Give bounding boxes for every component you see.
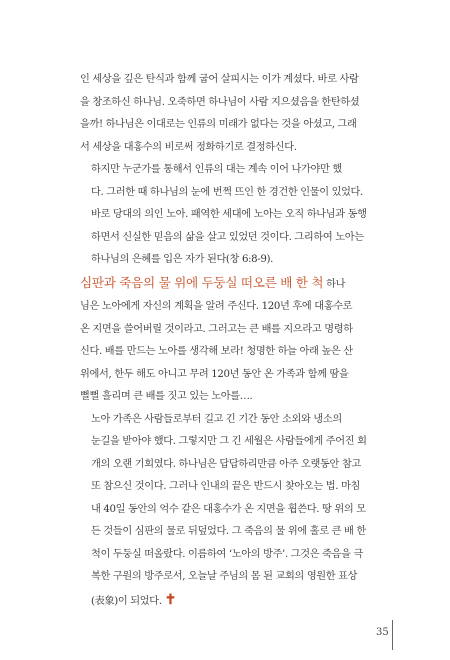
text-line — [80, 159, 386, 182]
text-line — [80, 589, 386, 614]
text-line-content: (表象)이 되었다. — [91, 595, 162, 607]
text-line — [80, 476, 386, 499]
text-line-content: 또 참으신 것이다. 그러나 인내의 끝은 반드시 찾아오는 법. 마침 — [91, 481, 361, 492]
text-line-content: 개의 오랜 기회였다. 하나님은 답답하리만큼 아주 오랫동안 참고 — [91, 458, 361, 470]
page-number-rule — [392, 620, 393, 650]
text-line — [80, 341, 386, 364]
text-line-content: 노아 가족은 사람들로부터 길고 긴 기간 동안 소외와 냉소의 — [91, 413, 342, 425]
text-line — [80, 431, 386, 454]
paragraph — [80, 69, 386, 159]
text-line-content: 을 창조하신 하나님. 오죽하면 하나님이 사람 지으셨음을 한탄하셨 — [80, 96, 360, 108]
section-heading: 심판과 죽음의 물 위에 두둥실 떠오른 배 한 척 — [80, 274, 324, 290]
text-line-content: 내 40일 동안의 억수 같은 대홍수가 온 지면을 휩쓴다. 땅 위의 모 — [91, 503, 366, 515]
paragraph — [80, 272, 386, 409]
text-line-content: 복한 구원의 방주로서, 오늘날 주님의 몸 된 교회의 영원한 표상 — [91, 571, 358, 582]
text-line-content: 눈길을 받아야 했다. 그렇지만 그 긴 세월은 사람들에게 주어진 회 — [91, 436, 367, 447]
text-line-content: 님은 노아에게 자신의 계획을 알려 주신다. 120년 후에 대홍수로 — [80, 301, 353, 312]
text-line — [80, 114, 386, 137]
text-line — [80, 319, 386, 342]
body-text — [80, 69, 386, 613]
text-line-content: 다. 그러한 때 하나님의 눈에 번쩍 뜨인 한 경건한 인물이 있었다. — [91, 186, 363, 198]
heading-tail-text: 하나 — [323, 278, 346, 290]
text-line-content: 하나님의 은혜를 입은 자가 된다(창 6:8-9). — [91, 254, 274, 265]
text-line — [80, 296, 386, 319]
text-line-content: 신다. 배를 만드는 노아를 생각해 보라! 청명한 하늘 아래 높은 산 — [80, 346, 353, 357]
text-line-content: 척이 두둥실 떠올랐다. 이름하여 ‘노아의 방주’. 그것은 죽음을 극 — [91, 548, 363, 560]
text-line-content: 든 것들이 심판의 물로 뒤덮었다. 그 죽음의 물 위에 홀로 큰 배 한 — [91, 526, 366, 537]
text-line — [80, 227, 386, 250]
text-line-content: 하지만 누군가를 통해서 인류의 대는 계속 이어 나가야만 했 — [91, 164, 342, 175]
text-line — [80, 182, 386, 205]
text-line-content: 을까! 하나님은 이대로는 인류의 미래가 없다는 것을 아셨고, 그래 — [80, 119, 357, 130]
text-line — [80, 364, 386, 387]
text-line-content: 온 지면을 쓸어버릴 것이라고. 그러고는 큰 배를 지으라고 명령하 — [80, 323, 353, 335]
page-number: 35 — [376, 627, 389, 638]
text-line — [80, 499, 386, 522]
paragraph — [80, 409, 386, 614]
text-line — [80, 272, 386, 297]
text-line-content: 서 세상을 대홍수의 비로써 정화하기로 결정하신다. — [80, 141, 297, 153]
paragraph — [80, 159, 386, 272]
text-line-content: 바로 당대의 의인 노아. 패역한 세대에 노아는 오직 하나님과 동행 — [91, 209, 367, 220]
text-line — [80, 249, 386, 272]
text-line — [80, 454, 386, 477]
cross-icon: ✝ — [164, 591, 176, 608]
text-line — [80, 521, 386, 544]
text-line-content: 인 세상을 깊은 탄식과 함께 굽어 살피시는 이가 계셨다. 바로 사람 — [80, 74, 359, 85]
text-line — [80, 566, 386, 589]
text-line — [80, 137, 386, 160]
text-line-content: 하면서 신실한 믿음의 삶을 살고 있었던 것이다. 그리하여 노아는 — [91, 231, 364, 243]
text-line — [80, 69, 386, 92]
text-line — [80, 386, 386, 409]
text-line — [80, 409, 386, 432]
text-line — [80, 204, 386, 227]
text-line — [80, 92, 386, 115]
text-line-content: 뻘뻘 흘리며 큰 배를 짓고 있는 노아를…. — [80, 391, 253, 402]
text-line — [80, 544, 386, 567]
text-line-content: 위에서, 한두 해도 아니고 무려 120년 동안 온 가족과 함께 땀을 — [80, 368, 349, 380]
